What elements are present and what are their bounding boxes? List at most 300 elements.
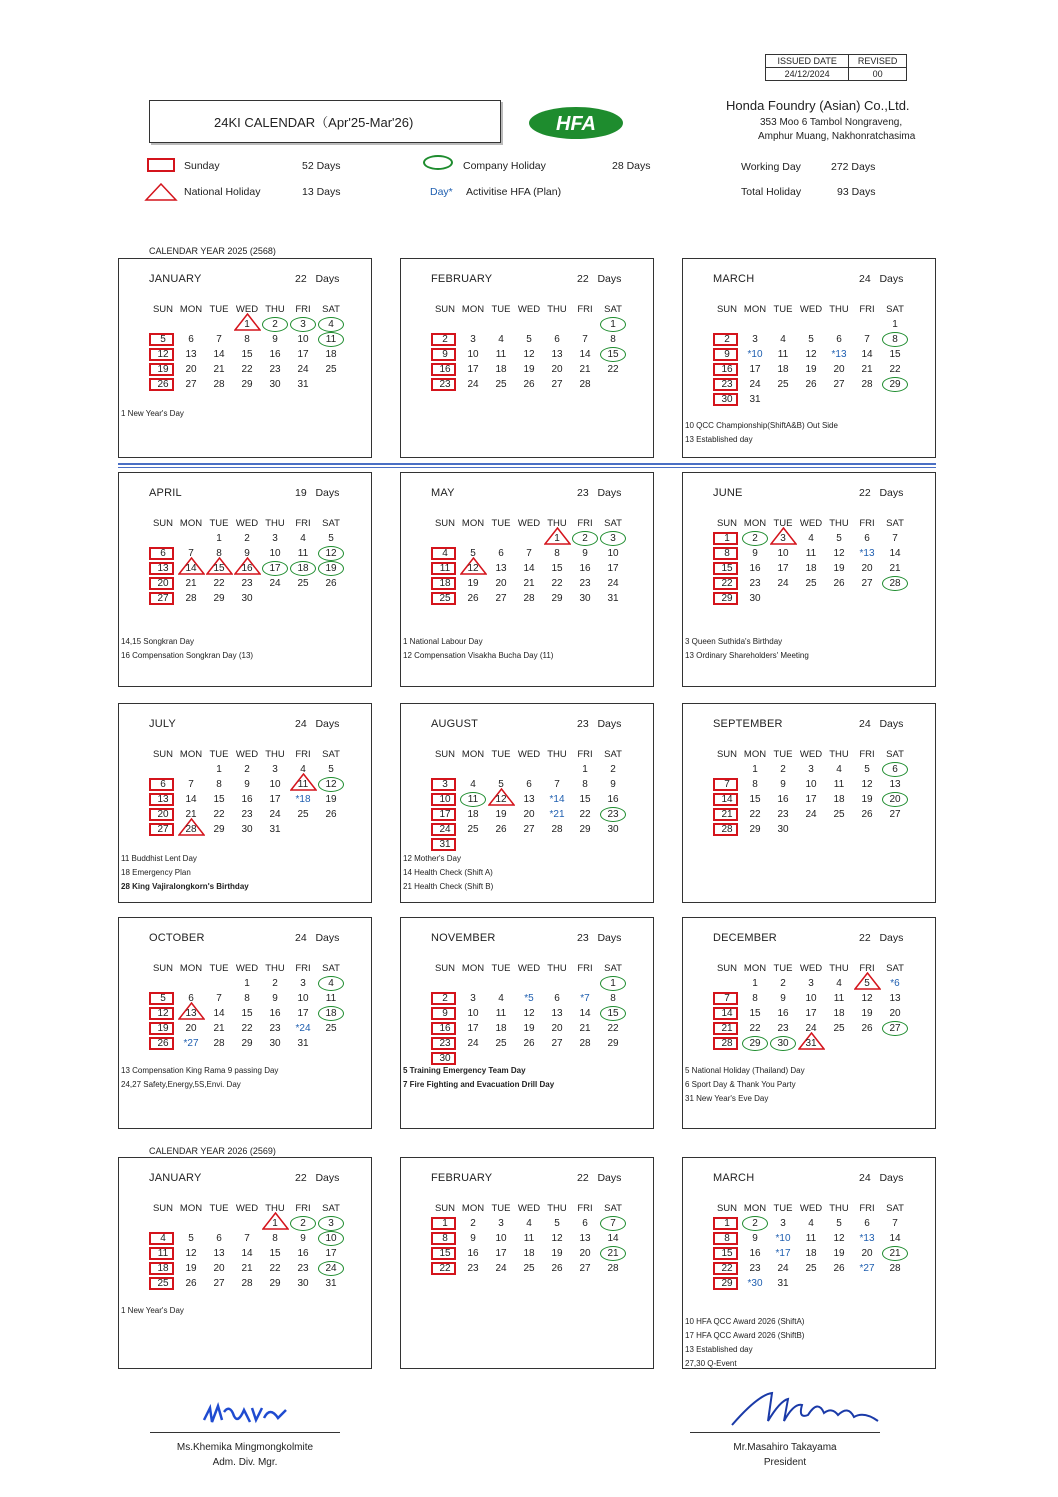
weekday-header: TUE — [209, 749, 229, 760]
day-cell: 27 — [889, 809, 901, 820]
note-line: 13 Ordinary Shareholders' Meeting — [685, 651, 809, 660]
day-cell: 17 — [261, 561, 289, 576]
day-cell: 13 — [185, 349, 197, 360]
month-notes — [685, 1315, 804, 1371]
day-cell: 5 — [853, 976, 881, 991]
weekday-header: THU — [547, 1203, 567, 1214]
month-working-days — [295, 1172, 339, 1184]
weekday-header: FRI — [295, 963, 311, 974]
day-cell: 11 — [777, 349, 789, 360]
day-cell: 4 — [149, 1231, 177, 1246]
day-cell: 1 — [713, 531, 741, 546]
empty-cell — [853, 591, 881, 606]
empty-cell — [825, 822, 853, 837]
weekday-header: TUE — [209, 304, 229, 315]
day-cell: 24 — [467, 1038, 479, 1049]
weekday-header: MON — [179, 963, 203, 974]
day-cell: 28 — [241, 1278, 253, 1289]
empty-cell — [459, 531, 487, 546]
day-cell: 22 — [579, 809, 591, 820]
note-line: 14,15 Songkran Day — [121, 637, 194, 646]
day-cell: 31 — [297, 1038, 309, 1049]
day-cell: 6 — [526, 779, 532, 790]
day-cell: 23 — [777, 809, 789, 820]
weekday-header: WED — [799, 518, 823, 529]
weekday-header: FRI — [295, 518, 311, 529]
day-cell: 7 — [599, 1216, 627, 1231]
day-cell: 1 — [233, 317, 261, 332]
day-cell: 15 — [599, 1006, 627, 1021]
note-line: 11 Buddhist Lent Day — [121, 854, 197, 863]
empty-cell — [149, 976, 177, 991]
month-calendar — [118, 917, 372, 1129]
note-line: 27,30 Q-Event — [685, 1359, 737, 1368]
weekday-header: THU — [547, 518, 567, 529]
note-line: 31 New Year's Eve Day — [685, 1094, 769, 1103]
empty-cell — [487, 317, 515, 332]
empty-cell — [487, 976, 515, 991]
day-cell: 27 — [495, 593, 507, 604]
day-cell: 25 — [297, 578, 309, 589]
month-calendar — [400, 917, 654, 1129]
legend-company-days: 28 Days — [612, 160, 651, 172]
weekday-header: FRI — [859, 518, 875, 529]
empty-cell — [205, 976, 233, 991]
empty-cell — [713, 317, 741, 332]
day-cell: 11 — [325, 993, 337, 1004]
weekday-header: SUN — [716, 963, 738, 974]
day-cell: *6 — [890, 978, 900, 989]
day-cell: 17 — [607, 563, 619, 574]
day-cell: 10 — [317, 1231, 345, 1246]
empty-cell — [459, 976, 487, 991]
day-cell: 17 — [805, 1008, 817, 1019]
day-cell: 29 — [607, 1038, 619, 1049]
day-cell: 20 — [861, 1248, 873, 1259]
day-cell: 12 — [523, 349, 535, 360]
day-cell: 30 — [579, 593, 591, 604]
day-cell: 9 — [244, 548, 250, 559]
day-cell: 20 — [523, 809, 535, 820]
day-cell: 29 — [241, 1038, 253, 1049]
weekday-header: THU — [265, 304, 285, 315]
empty-cell — [797, 1276, 825, 1291]
working-days-label: Days — [315, 273, 340, 285]
day-cell: 11 — [317, 332, 345, 347]
day-cell: 14 — [579, 349, 591, 360]
day-cell: 21 — [599, 1246, 627, 1261]
weekday-header: SUN — [152, 1203, 174, 1214]
right-signer-title: President — [763, 1457, 807, 1468]
day-cell: 21 — [881, 1246, 909, 1261]
weekday-header: THU — [547, 749, 567, 760]
day-cell: 26 — [149, 377, 177, 392]
day-cell: 29 — [213, 593, 225, 604]
day-cell: 9 — [752, 1233, 758, 1244]
day-cell: 27 — [213, 1278, 225, 1289]
note-line: 3 Queen Suthida's Birthday — [685, 637, 783, 646]
empty-cell — [853, 822, 881, 837]
day-cell: 11 — [833, 779, 845, 790]
empty-cell — [825, 1036, 853, 1051]
day-cell: 24 — [431, 822, 459, 837]
calendar-year-2026-label: CALENDAR YEAR 2026 (2569) — [149, 1146, 276, 1156]
weekday-header: WED — [235, 749, 259, 760]
day-cell: 23 — [777, 1023, 789, 1034]
day-cell: 11 — [833, 993, 845, 1004]
day-cell: 29 — [551, 593, 563, 604]
weekday-header: TUE — [773, 304, 793, 315]
day-cell: 3 — [470, 334, 476, 345]
month-name: JULY — [149, 718, 176, 730]
weekday-header: SUN — [152, 749, 174, 760]
day-cell: 7 — [892, 533, 898, 544]
working-days-label: Days — [879, 1172, 904, 1184]
day-cell: 12 — [149, 1006, 177, 1021]
weekday-header: SAT — [322, 963, 340, 974]
day-cell: 8 — [610, 334, 616, 345]
weekday-header: SAT — [604, 1203, 622, 1214]
national-holiday-legend-icon — [144, 183, 178, 201]
working-days-label: Days — [879, 932, 904, 944]
day-cell: 25 — [523, 1263, 535, 1274]
empty-cell — [853, 1036, 881, 1051]
month-grid — [713, 516, 909, 606]
day-cell: 6 — [498, 548, 504, 559]
day-cell: 27 — [185, 379, 197, 390]
day-cell: 7 — [713, 991, 741, 1006]
day-cell: 17 — [749, 364, 761, 375]
note-line: 13 Compensation King Rama 9 passing Day — [121, 1066, 279, 1075]
day-cell: 14 — [889, 548, 901, 559]
weekday-header: WED — [235, 963, 259, 974]
day-cell: 1 — [582, 764, 588, 775]
day-cell: 19 — [805, 364, 817, 375]
month-working-days — [859, 932, 903, 944]
empty-cell — [261, 591, 289, 606]
revised-value: 00 — [849, 68, 907, 81]
weekday-header: MON — [743, 749, 767, 760]
weekday-header: MON — [461, 749, 485, 760]
day-cell: 26 — [495, 824, 507, 835]
day-cell: 14 — [713, 1006, 741, 1021]
day-cell: 13 — [149, 792, 177, 807]
day-cell: 2 — [741, 531, 769, 546]
empty-cell — [515, 531, 543, 546]
day-cell: 18 — [467, 809, 479, 820]
weekday-header: MON — [461, 1203, 485, 1214]
weekday-header: SUN — [434, 304, 456, 315]
day-cell: 18 — [805, 563, 817, 574]
day-cell: 19 — [149, 362, 177, 377]
month-name: FEBRUARY — [431, 273, 493, 285]
empty-cell — [571, 1051, 599, 1066]
day-cell: 15 — [713, 1246, 741, 1261]
month-grid — [431, 1201, 627, 1276]
month-grid — [149, 961, 345, 1051]
month-name: JUNE — [713, 487, 743, 499]
weekday-header: MON — [743, 304, 767, 315]
empty-cell — [543, 317, 571, 332]
month-working-days — [859, 273, 903, 285]
empty-cell — [459, 837, 487, 852]
day-cell: 20 — [149, 576, 177, 591]
day-cell: 6 — [864, 533, 870, 544]
day-cell: 5 — [149, 991, 177, 1006]
working-days-label: Days — [879, 273, 904, 285]
day-cell: 10 — [269, 779, 281, 790]
weekday-header: THU — [829, 518, 849, 529]
day-cell: 7 — [554, 779, 560, 790]
day-cell: 2 — [470, 1218, 476, 1229]
day-cell: 24 — [269, 809, 281, 820]
day-cell: 14 — [213, 349, 225, 360]
empty-cell — [487, 762, 515, 777]
empty-cell — [713, 976, 741, 991]
day-cell: 2 — [610, 764, 616, 775]
month-notes — [121, 407, 184, 421]
day-cell: 11 — [459, 792, 487, 807]
day-cell: 9 — [300, 1233, 306, 1244]
day-cell: 8 — [582, 779, 588, 790]
day-cell: 17 — [431, 807, 459, 822]
empty-cell — [431, 762, 459, 777]
day-cell: 18 — [495, 1023, 507, 1034]
day-cell: 19 — [523, 364, 535, 375]
empty-cell — [797, 317, 825, 332]
day-cell: 22 — [241, 364, 253, 375]
weekday-header: SAT — [604, 304, 622, 315]
day-cell: 9 — [272, 993, 278, 1004]
day-cell: 15 — [749, 1008, 761, 1019]
day-cell: 30 — [241, 593, 253, 604]
day-cell: 24 — [467, 379, 479, 390]
day-cell: 7 — [216, 334, 222, 345]
day-cell: *27 — [859, 1263, 875, 1274]
month-working-days — [295, 718, 339, 730]
day-cell: 4 — [470, 779, 476, 790]
day-cell: 25 — [431, 591, 459, 606]
day-cell: 8 — [752, 993, 758, 1004]
day-cell: 25 — [805, 1263, 817, 1274]
day-cell: *17 — [775, 1248, 791, 1259]
day-cell: 16 — [777, 794, 789, 805]
month-name: APRIL — [149, 487, 182, 499]
empty-cell — [317, 591, 345, 606]
empty-cell — [797, 591, 825, 606]
day-cell: 8 — [881, 332, 909, 347]
note-line: 14 Health Check (Shift A) — [403, 868, 493, 877]
day-cell: *30 — [747, 1278, 763, 1289]
month-grid — [431, 961, 627, 1066]
weekday-header: FRI — [859, 963, 875, 974]
working-days-label: Days — [879, 487, 904, 499]
day-cell: 21 — [579, 364, 591, 375]
company-address-line-1: 353 Moo 6 Tambol Nongraveng, — [760, 117, 903, 128]
empty-cell — [289, 591, 317, 606]
weekday-header: MON — [179, 304, 203, 315]
day-cell: 15 — [213, 794, 225, 805]
month-calendar — [400, 703, 654, 903]
empty-cell — [515, 317, 543, 332]
day-cell: 27 — [523, 824, 535, 835]
working-days-count: 22 — [577, 1172, 589, 1184]
weekday-header: SAT — [886, 304, 904, 315]
day-cell: 20 — [185, 1023, 197, 1034]
legend-national-label: National Holiday — [184, 186, 261, 198]
day-cell: 13 — [579, 1233, 591, 1244]
day-cell: 30 — [431, 1051, 459, 1066]
working-days-count: 23 — [577, 718, 589, 730]
day-cell: 16 — [269, 349, 281, 360]
day-cell: 3 — [470, 993, 476, 1004]
weekday-header: SAT — [322, 304, 340, 315]
day-cell: 7 — [188, 779, 194, 790]
day-cell: 19 — [467, 578, 479, 589]
empty-cell — [741, 317, 769, 332]
day-cell: 6 — [554, 993, 560, 1004]
day-cell: 1 — [752, 978, 758, 989]
issue-table — [765, 54, 907, 81]
day-cell: 28 — [579, 1038, 591, 1049]
day-cell: 9 — [244, 779, 250, 790]
day-cell: 19 — [325, 794, 337, 805]
weekday-header: SUN — [434, 518, 456, 529]
month-working-days — [295, 487, 339, 499]
day-cell: 20 — [833, 364, 845, 375]
day-cell: 31 — [777, 1278, 789, 1289]
day-cell: 18 — [317, 1006, 345, 1021]
day-cell: 9 — [780, 779, 786, 790]
day-cell: 19 — [551, 1248, 563, 1259]
company-address-line-2: Amphur Muang, Nakhonratchasima — [758, 131, 916, 142]
weekday-header: FRI — [577, 963, 593, 974]
day-cell: 11 — [149, 1246, 177, 1261]
day-cell: 12 — [551, 1233, 563, 1244]
month-grid — [431, 516, 627, 606]
day-cell: *13 — [859, 1233, 875, 1244]
month-grid — [149, 516, 345, 606]
working-days-label: Days — [315, 487, 340, 499]
working-days-count: 23 — [577, 487, 589, 499]
note-line: 6 Sport Day & Thank You Party — [685, 1080, 796, 1089]
weekday-header: MON — [461, 518, 485, 529]
day-cell: 25 — [325, 364, 337, 375]
month-name: JANUARY — [149, 273, 202, 285]
day-cell: 1 — [216, 533, 222, 544]
day-cell: 26 — [523, 379, 535, 390]
day-cell: 16 — [297, 1248, 309, 1259]
month-grid — [431, 747, 627, 852]
day-cell: 8 — [610, 993, 616, 1004]
day-cell: 13 — [495, 563, 507, 574]
empty-cell — [177, 762, 205, 777]
company-name: Honda Foundry (Asian) Co.,Ltd. — [726, 98, 910, 113]
day-cell: 31 — [297, 379, 309, 390]
day-cell: *21 — [549, 809, 565, 820]
day-cell: 19 — [523, 1023, 535, 1034]
day-cell: 15 — [749, 794, 761, 805]
weekday-header: WED — [517, 963, 541, 974]
day-cell: 15 — [431, 1246, 459, 1261]
day-cell: 26 — [467, 593, 479, 604]
month-calendar — [400, 258, 654, 458]
day-cell: 13 — [213, 1248, 225, 1259]
day-cell: 13 — [523, 794, 535, 805]
day-cell: 8 — [431, 1231, 459, 1246]
empty-cell — [177, 531, 205, 546]
day-cell: 18 — [777, 364, 789, 375]
day-cell: 1 — [244, 978, 250, 989]
day-cell: 23 — [241, 809, 253, 820]
day-cell: 5 — [328, 533, 334, 544]
day-cell: 5 — [188, 1233, 194, 1244]
day-cell: 5 — [328, 764, 334, 775]
calendar-year-2025-label: CALENDAR YEAR 2025 (2568) — [149, 246, 276, 256]
empty-cell — [515, 837, 543, 852]
empty-cell — [149, 531, 177, 546]
weekday-header: MON — [461, 304, 485, 315]
day-cell: 2 — [431, 991, 459, 1006]
weekday-header: FRI — [295, 749, 311, 760]
day-cell: 4 — [526, 1218, 532, 1229]
empty-cell — [769, 317, 797, 332]
day-cell: 3 — [808, 978, 814, 989]
day-cell: 9 — [713, 347, 741, 362]
day-cell: 24 — [495, 1263, 507, 1274]
weekday-header: WED — [517, 518, 541, 529]
day-cell: 22 — [213, 809, 225, 820]
note-line: 10 HFA QCC Award 2026 (ShiftA) — [685, 1317, 805, 1326]
month-name: NOVEMBER — [431, 932, 496, 944]
day-cell: 30 — [269, 1038, 281, 1049]
weekday-header: SAT — [604, 518, 622, 529]
day-cell: 6 — [149, 546, 177, 561]
day-cell: 29 — [213, 824, 225, 835]
day-cell: 15 — [241, 1008, 253, 1019]
day-cell: 25 — [149, 1276, 177, 1291]
day-cell: 27 — [149, 591, 177, 606]
day-cell: 29 — [241, 379, 253, 390]
month-notes — [403, 635, 553, 663]
day-cell: 13 — [889, 779, 901, 790]
day-cell: 20 — [551, 364, 563, 375]
day-cell: 12 — [861, 779, 873, 790]
day-cell: 14 — [213, 1008, 225, 1019]
empty-cell — [881, 591, 909, 606]
empty-cell — [487, 837, 515, 852]
day-cell: 18 — [289, 561, 317, 576]
day-cell: 9 — [431, 347, 459, 362]
month-working-days — [859, 718, 903, 730]
right-signature-icon — [728, 1385, 888, 1435]
day-cell: 14 — [889, 1233, 901, 1244]
note-line: 21 Health Check (Shift B) — [403, 882, 494, 891]
month-working-days — [295, 932, 339, 944]
left-signer-name: Ms.Khemika Mingmongkolmite — [176, 1442, 314, 1453]
day-cell: 9 — [752, 548, 758, 559]
day-cell: 10 — [269, 548, 281, 559]
working-days-count: 22 — [859, 487, 871, 499]
day-cell: 23 — [467, 1263, 479, 1274]
day-cell: 14 — [861, 349, 873, 360]
weekday-header: TUE — [773, 749, 793, 760]
weekday-header: SAT — [886, 963, 904, 974]
day-cell: 22 — [551, 578, 563, 589]
day-cell: 31 — [325, 1278, 337, 1289]
weekday-header: FRI — [577, 304, 593, 315]
empty-cell — [149, 762, 177, 777]
